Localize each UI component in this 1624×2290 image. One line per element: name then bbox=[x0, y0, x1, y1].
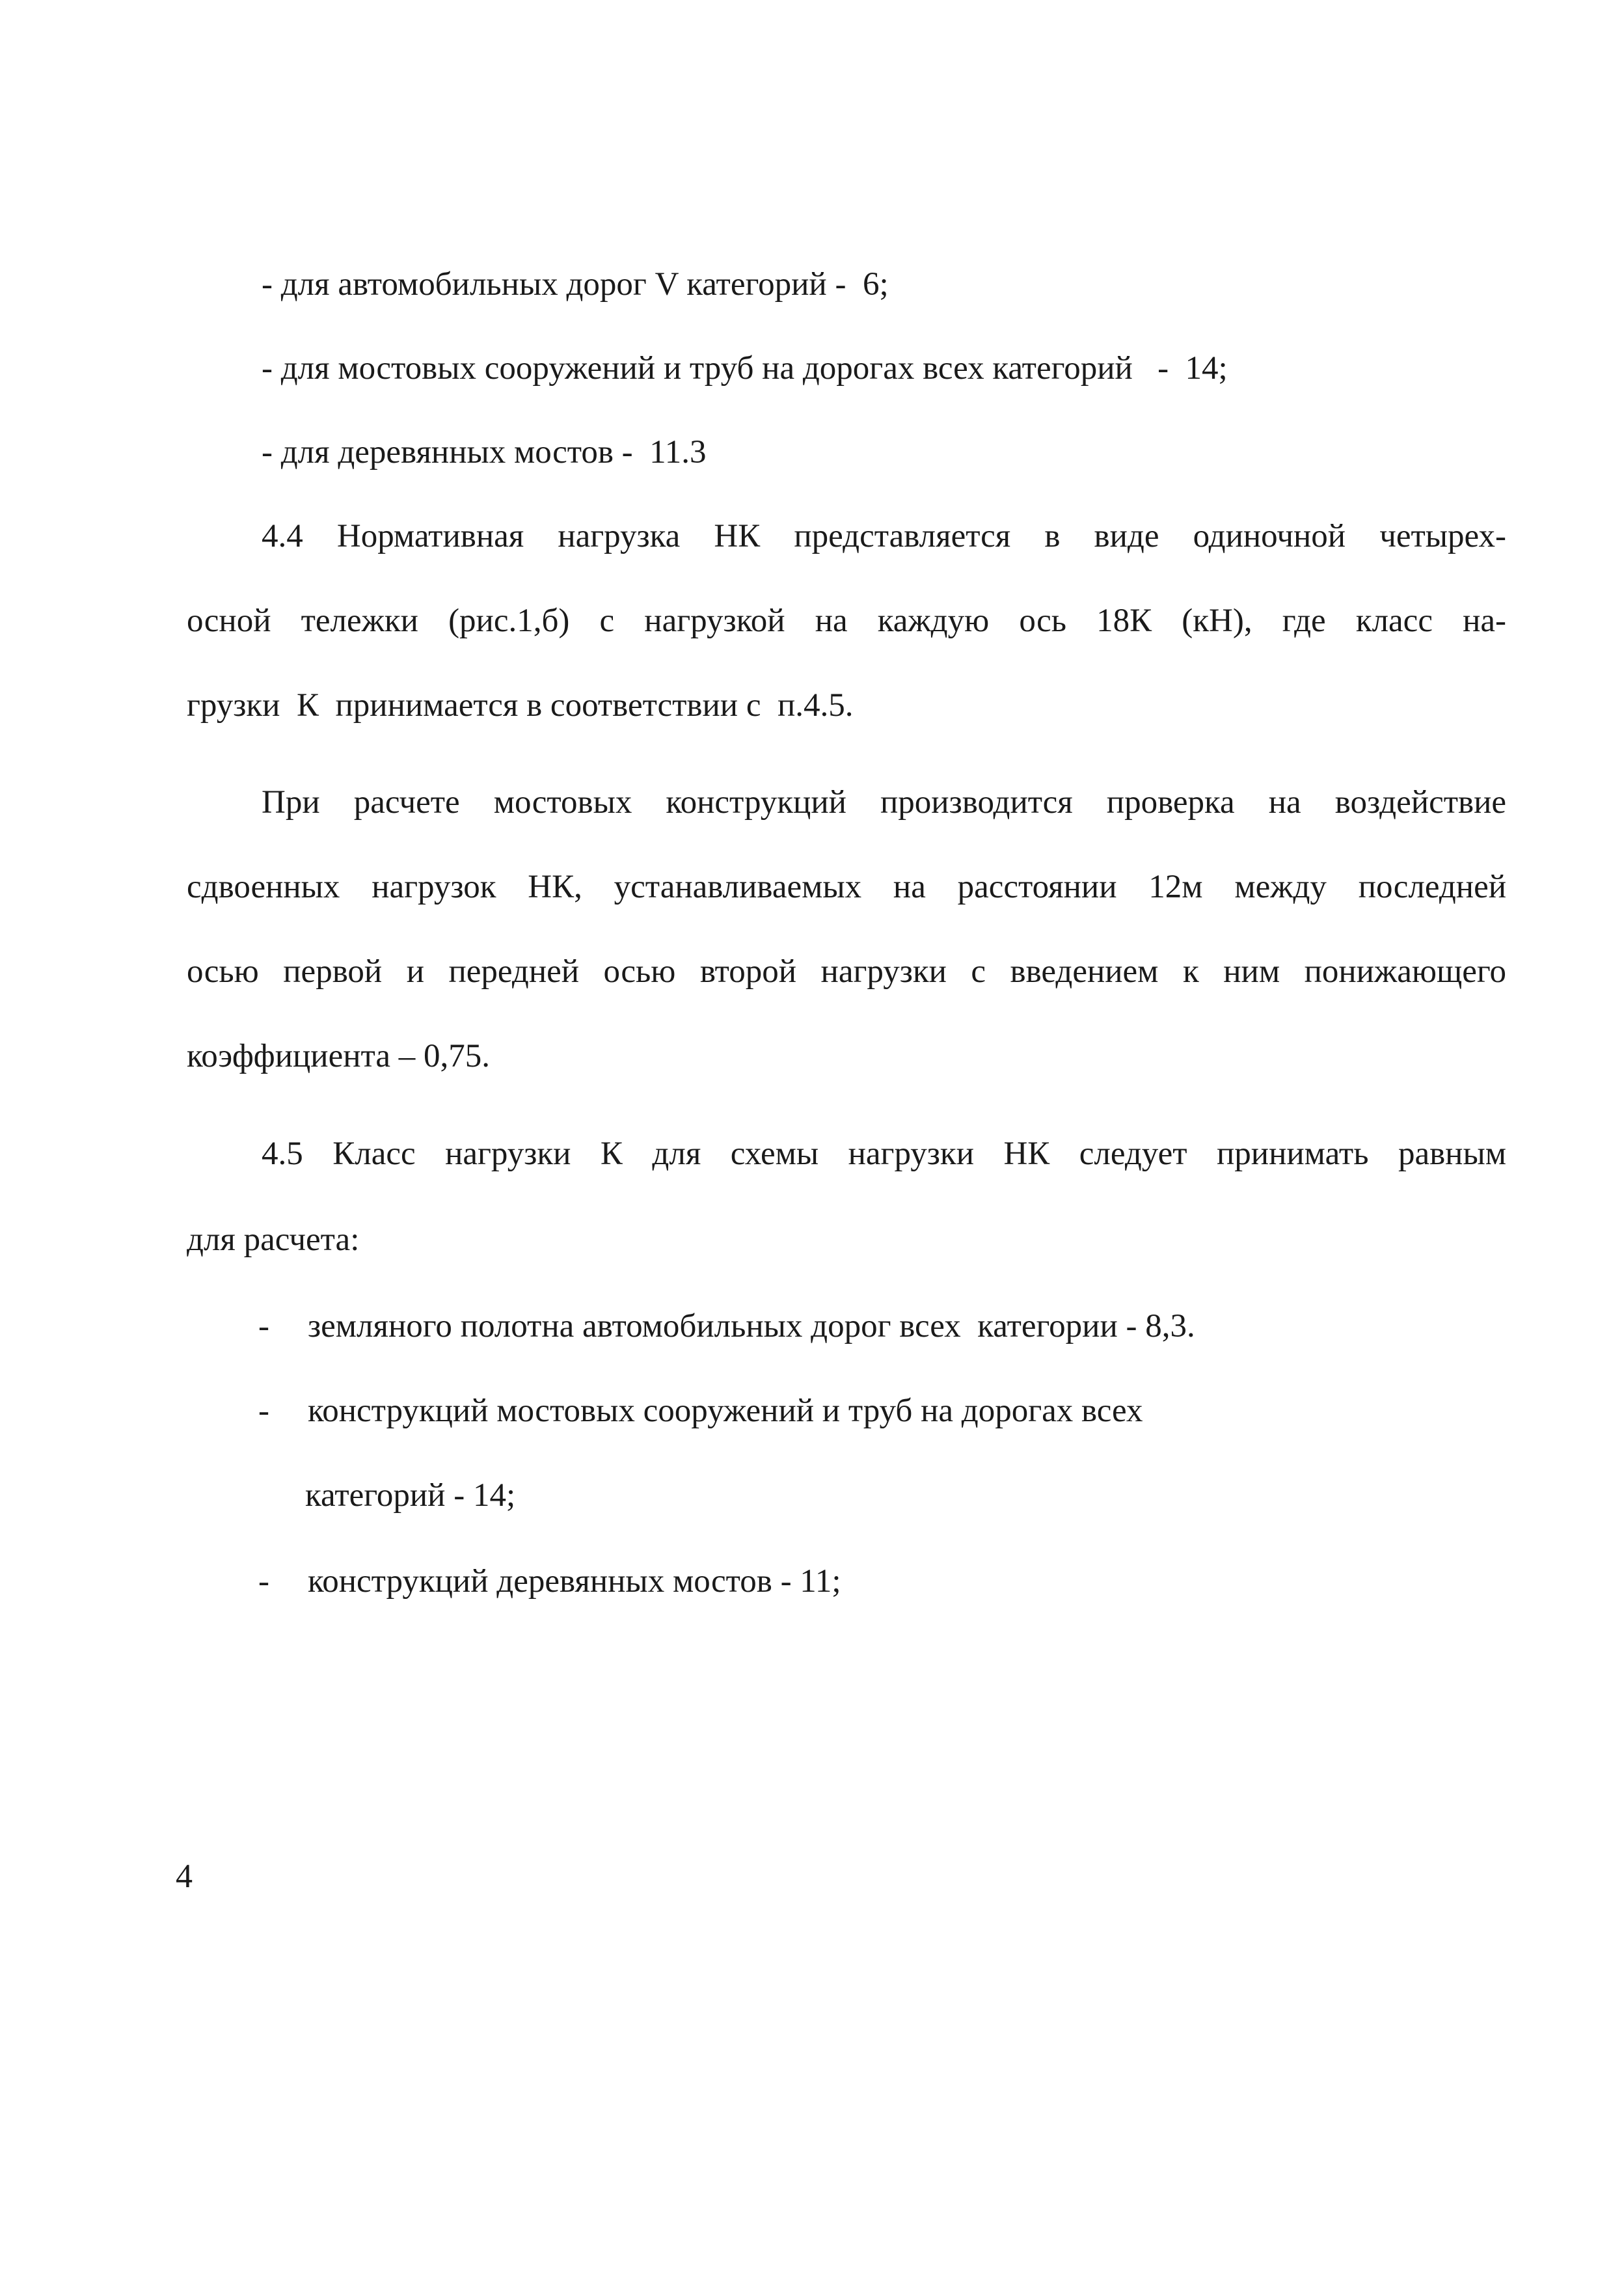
para-4-5-line-1: 4.5 Класс нагрузки К для схемы нагрузки НК следует принимать равным bbox=[262, 1136, 1506, 1172]
para-calc-line-4: коэффициента – 0,75. bbox=[187, 1038, 491, 1074]
list-item-bridge-structures-line-2: категорий - 14; bbox=[305, 1477, 516, 1514]
list-dash: - bbox=[258, 1563, 269, 1600]
list-item-bridge-structures-line-1: конструкций мостовых сооружений и труб на дорогах всех bbox=[308, 1393, 1143, 1429]
para-4-4-line-2: осной тележки (рис.1,б) с нагрузкой на каждую ось 18К (кН), где класс на- bbox=[187, 603, 1506, 639]
list-item-bridges-pipes: - для мостовых сооружений и труб на дорогах всех категорий - 14; bbox=[262, 350, 1228, 387]
para-calc-line-3: осью первой и передней осью второй нагрузки с введением к ним понижающего bbox=[187, 953, 1506, 990]
list-item-wooden-bridges: - для деревянных мостов - 11.3 bbox=[262, 434, 707, 470]
para-4-5-line-2: для расчета: bbox=[187, 1221, 360, 1258]
page-number: 4 bbox=[176, 1858, 193, 1895]
list-item-road-v: - для автомобильных дорог V категорий - 6; bbox=[262, 266, 889, 303]
list-dash: - bbox=[258, 1308, 269, 1344]
list-item-wooden-structures: конструкций деревянных мостов - 11; bbox=[308, 1563, 841, 1600]
list-item-earthwork: земляного полотна автомобильных дорог всех категории - 8,3. bbox=[308, 1308, 1195, 1344]
para-4-4-line-3: грузки К принимается в соответствии с п.4.5. bbox=[187, 687, 854, 724]
para-4-4-line-1: 4.4 Нормативная нагрузка НК представляется в виде одиночной четырех- bbox=[262, 518, 1506, 554]
list-dash: - bbox=[258, 1393, 269, 1429]
para-calc-line-1: При расчете мостовых конструкций производится проверка на воздействие bbox=[262, 784, 1506, 821]
para-calc-line-2: сдвоенных нагрузок НК, устанавливаемых на расстоянии 12м между последней bbox=[187, 869, 1506, 905]
